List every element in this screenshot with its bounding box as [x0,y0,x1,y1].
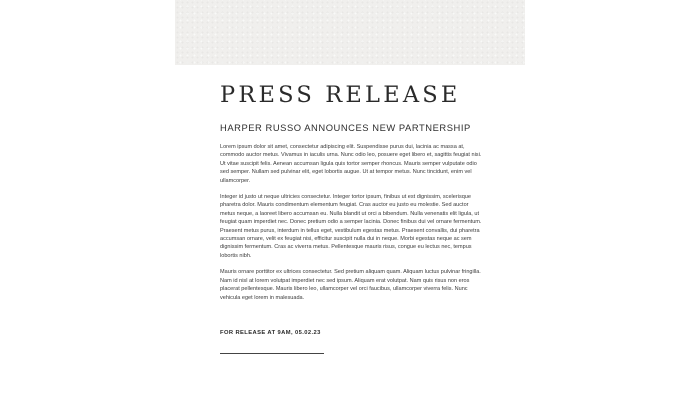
release-date-line: FOR RELEASE AT 9AM, 05.02.23 [220,330,321,336]
header-texture-band [175,0,525,65]
headline-subtitle: HARPER RUSSO ANNOUNCES NEW PARTNERSHIP [220,122,471,133]
body-paragraph-2: Integer id justo ut neque ultricies consectetur. Integer tortor ipsum, finibus ut est dignissim, scelerisque pharetra dolor. Mauris condimentum elementum feugiat. Cras auctor eu justo eu molestie. Sed auctor metus neque, a laoreet libero accumsan eu. Nulla blandit ut orci a bibendum. Nulla venenatis elit ligula, ut feugiat quam imperdiet nec. Donec pretium odio a semper lacinia. Donec finibus dui vel ornare fermentum. Praesent metus purus, interdum in tellus eget, vestibulum egestas metus. Praesent convallis, dui pharetra accumsan ornare, velit ex feugiat nisi, efficitur suscipit nulla dui in neque. Morbi egestas neque ac sem dignissim fermentum. Cras ac viverra metus. Pellentesque mauris risus, congue eu lectus nec, tempus lobortis nibh. [220,194,482,259]
page-title: PRESS RELEASE [220,82,461,108]
body-text [220,143,482,310]
body-paragraph-1: Lorem ipsum dolor sit amet, consectetur adipiscing elit. Suspendisse purus dui, lacinia ac massa at, commodo auctor metus. Vivamus in iaculis urna. Nunc odio leo, posuere eget libero et, sagittis feugiat nisi. Ut vitae suscipit felis. Aenean accumsan ligula quis tortor semper rhoncus. Mauris semper vulputate odio sed semper. Nullam sed pulvinar elit, eget lobortis augue. Ut at tempor metus. Nunc tincidunt, enim vel ullamcorper. [220,144,482,184]
document-page [175,0,525,400]
body-paragraph-3: Mauris ornare porttitor ex ultrices consectetur. Sed pretium aliquam quam. Aliquam luctus pulvinar fringilla. Nam id nisl at lorem volutpat imperdiet nec sed ipsum. Aliquam erat volutpat. Nam quis risus non eros placerat pellentesque. Mauris libero leo, ullamcorper vel orci faucibus, ullamcorper viverra felis. Nunc vehicula eget lorem in malesuada. [220,269,481,301]
signature-rule [220,353,324,354]
